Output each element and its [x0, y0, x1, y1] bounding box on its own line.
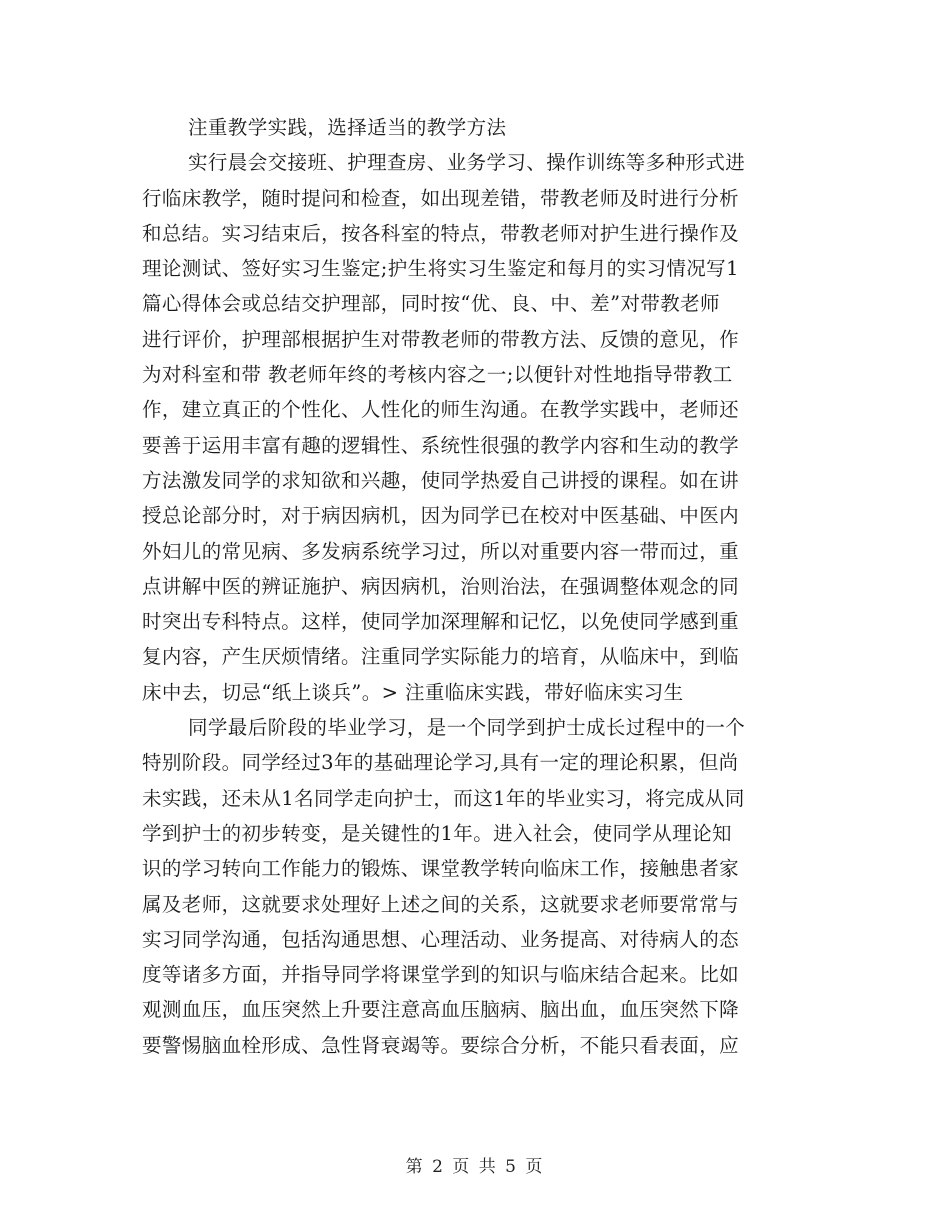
paragraph-line: 为对科室和带 教老师年终的考核内容之一;以便针对性地指导带教工 [142, 363, 733, 387]
paragraph-line: 点讲解中医的辨证施护、病因病机，治则治法，在强调整体观念的同 [142, 574, 740, 598]
document-body [142, 110, 802, 1063]
paragraph-line: 理论测试、签好实习生鉴定;护生将实习生鉴定和每月的实习情况写1 [142, 257, 739, 281]
section-heading: 注重教学实践，选择适当的教学方法 [188, 116, 507, 139]
paragraph-line: 学到护士的初步转变，是关键性的1年。进入社会，使同学从理论知 [142, 821, 732, 845]
paragraph-line: 度等诸多方面，并指导同学将课堂学到的知识与临床结合起来。比如 [142, 963, 740, 987]
paragraph-line: 复内容，产生厌烦情绪。注重同学实际能力的培育，从临床中，到临 [142, 645, 740, 669]
paragraph-line: 和总结。实习结束后，按各科室的特点，带教老师对护生进行操作及 [142, 221, 740, 245]
paragraph-line: 作，建立真正的个性化、人性化的师生沟通。在教学实践中，老师还 [142, 398, 740, 422]
paragraph-line: 识的学习转向工作能力的锻炼、课堂教学转向临床工作，接触患者家 [142, 857, 740, 881]
paragraph-line: 授总论部分时，对于病因病机，因为同学已在校对中医基础、中医内 [142, 504, 740, 528]
paragraph-line: 方法激发同学的求知欲和兴趣，使同学热爱自己讲授的课程。如在讲 [142, 468, 740, 492]
paragraph-line: 行临床教学，随时提问和检查，如出现差错，带教老师及时进行分析 [142, 186, 740, 210]
paragraph-line: 实习同学沟通，包括沟通思想、心理活动、业务提高、对待病人的态 [142, 927, 740, 951]
paragraph-line: 属及老师，这就要求处理好上述之间的关系，这就要求老师要常常与 [142, 892, 740, 916]
paragraph-line: 实行晨会交接班、护理查房、业务学习、操作训练等多种形式进 [188, 151, 746, 175]
paragraph-line: 进行评价，护理部根据护生对带教老师的带教方法、反馈的意见，作 [142, 327, 740, 351]
paragraph-line: 未实践，还未从1名同学走向护士，而这1年的毕业实习，将完成从同 [142, 786, 745, 810]
paragraph-line: 时突出专科特点。这样，使同学加深理解和记忆，以免使同学感到重 [142, 610, 740, 634]
paragraph-line: 外妇儿的常见病、多发病系统学习过，所以对重要内容一带而过，重 [142, 539, 740, 563]
paragraph-line: 要善于运用丰富有趣的逻辑性、系统性很强的教学内容和生动的教学 [142, 433, 740, 457]
paragraph-line: 床中去，切忌“纸上谈兵”。> 注重临床实践，带好临床实习生 [142, 680, 684, 704]
page-footer: 第 2 页 共 5 页 [405, 1157, 545, 1177]
paragraph-line: 要警惕脑血栓形成、急性肾衰竭等。要综合分析，不能只看表面，应 [142, 1033, 740, 1057]
paragraph-line: 特别阶段。同学经过3年的基础理论学习,具有一定的理论积累，但尚 [142, 751, 739, 775]
paragraph-line: 篇心得体会或总结交护理部，同时按“优、良、中、差”对带教老师 [142, 292, 720, 316]
paragraph-line: 观测血压，血压突然上升要注意高血压脑病、脑出血，血压突然下降 [142, 998, 740, 1022]
paragraph-line: 同学最后阶段的毕业学习，是一个同学到护士成长过程中的一个 [188, 716, 746, 740]
